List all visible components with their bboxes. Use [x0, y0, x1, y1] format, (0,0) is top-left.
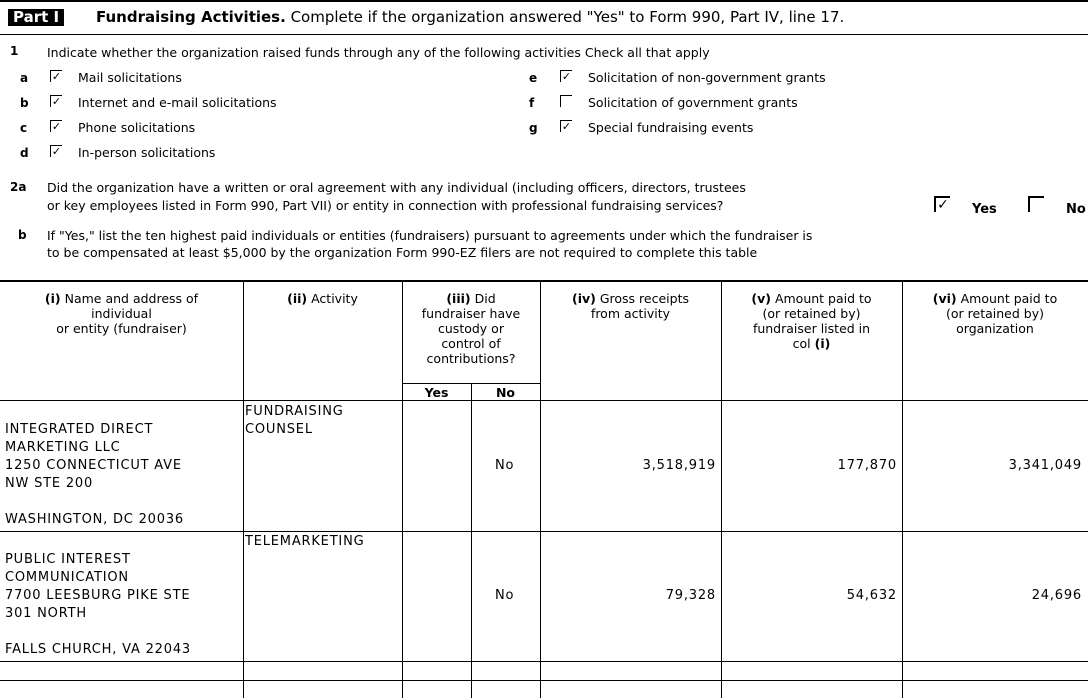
col-vi-header — [902, 291, 1088, 336]
q1b-checkbox[interactable]: ✓ — [51, 95, 62, 108]
custody-subheader-line — [402, 383, 540, 384]
q2b-line2: to be compensated at least $5,000 by the organization Form 990-EZ filers are not required to complete this table — [47, 245, 758, 260]
row2-bottom-line — [0, 661, 1088, 662]
part-title — [96, 9, 844, 26]
row1-bottom-line — [0, 531, 1088, 532]
q1f-label: Solicitation of government grants — [588, 95, 798, 110]
col-iii-text5: contributions? — [426, 351, 516, 366]
col-vi-num: (vi) — [932, 291, 957, 306]
col-vi-text3: organization — [956, 321, 1034, 336]
row3-bottom-line — [0, 680, 1088, 681]
q1d-label: In-person solicitations — [78, 145, 216, 160]
col-v-header-line4 — [721, 336, 902, 351]
row2-gross-receipts: 79,328 — [665, 588, 716, 603]
row2-city: FALLS CHURCH, VA 22043 — [5, 642, 191, 657]
q1f-letter: f — [529, 96, 535, 110]
col-divider-yesno — [471, 383, 472, 698]
row1-address-line1: 1250 CONNECTICUT AVE — [5, 458, 182, 473]
col-divider-1 — [243, 282, 244, 698]
col-vi-header-line1 — [902, 291, 1088, 306]
col-i-num: (i) — [44, 291, 61, 306]
col-ii-num: (ii) — [287, 291, 308, 306]
row1-name-line1: INTEGRATED DIRECT — [5, 422, 154, 437]
col-iii-text3: custody or — [438, 321, 504, 336]
col-v-ref: (i) — [814, 336, 831, 351]
row1-city: WASHINGTON, DC 20036 — [5, 512, 184, 527]
q1-number: 1 — [10, 44, 19, 58]
q1b-label: Internet and e-mail solicitations — [78, 95, 277, 110]
row2-name-line2: COMMUNICATION — [5, 570, 129, 585]
col-ii-text1: Activity — [307, 291, 358, 306]
row1-activity-line1: FUNDRAISING — [245, 404, 344, 419]
col-iv-text1: Gross receipts — [595, 291, 689, 306]
row2-paid-to-organization: 24,696 — [1031, 588, 1082, 603]
row1-address-line2: NW STE 200 — [5, 476, 94, 491]
q1e-checkbox[interactable]: ✓ — [561, 70, 572, 83]
q1e-letter: e — [529, 71, 538, 85]
q1a-letter: a — [20, 71, 29, 85]
q1a-label: Mail solicitations — [78, 70, 182, 85]
q2a-line2: or key employees listed in Form 990, Part VII) or entity in connection with professional fundraising services? — [47, 198, 724, 213]
col-v-header — [721, 291, 902, 351]
col-ii-header-line1 — [243, 291, 402, 306]
col-iii-yes: Yes — [424, 385, 449, 400]
row2-paid-to-fundraiser: 54,632 — [846, 588, 897, 603]
col-v-header-line1 — [721, 291, 902, 306]
part-title-bold: Fundraising Activities. — [96, 8, 286, 26]
col-i-text2: individual — [91, 306, 152, 321]
row1-paid-to-fundraiser: 177,870 — [837, 458, 897, 473]
col-divider-5 — [902, 282, 903, 698]
row2-custody-no: No — [495, 588, 515, 603]
col-v-text2: (or retained by) — [762, 306, 861, 321]
header-bottom-line — [0, 400, 1088, 401]
row1-paid-to-organization: 3,341,049 — [1008, 458, 1082, 473]
col-iv-num: (iv) — [572, 291, 596, 306]
q1f-checkbox[interactable] — [560, 95, 572, 107]
q2b-line1: If "Yes," list the ten highest paid individuals or entities (fundraisers) pursuant to agreements under which the fundraiser is — [47, 228, 813, 243]
q1a-checkbox[interactable]: ✓ — [51, 70, 62, 83]
q2b-letter: b — [18, 228, 27, 242]
q1g-label: Special fundraising events — [588, 120, 754, 135]
col-iii-text1: Did — [470, 291, 496, 306]
col-iii-no: No — [495, 385, 516, 400]
q2a-yes-label: Yes — [972, 202, 997, 217]
col-v-text1: Amount paid to — [770, 291, 872, 306]
row2-address-line1: 7700 LEESBURG PIKE STE — [5, 588, 191, 603]
q1d-letter: d — [20, 146, 29, 160]
q2a-yes-checkbox[interactable]: ✓ — [934, 196, 950, 212]
q1c-checkbox[interactable]: ✓ — [51, 120, 62, 133]
q1b-letter: b — [20, 96, 29, 110]
q1g-checkbox[interactable]: ✓ — [561, 120, 572, 133]
q1d-checkbox[interactable]: ✓ — [51, 145, 62, 158]
header-divider — [0, 34, 1088, 35]
q2a-number: 2a — [10, 180, 27, 194]
col-vi-text2: (or retained by) — [946, 306, 1044, 321]
col-iii-header — [402, 291, 540, 366]
row1-custody-no: No — [495, 458, 515, 473]
col-iii-text2: fundraiser have — [421, 306, 521, 321]
q2a-no-checkbox[interactable] — [1028, 196, 1044, 212]
col-i-text3: or entity (fundraiser) — [56, 321, 187, 336]
col-divider-3 — [540, 282, 541, 698]
q1c-letter: c — [20, 121, 28, 135]
q1e-label: Solicitation of non-government grants — [588, 70, 826, 85]
col-i-header-line1 — [0, 291, 243, 306]
col-i-header — [0, 291, 243, 336]
q1-text: Indicate whether the organization raised funds through any of the following activities Check all that apply — [47, 45, 710, 60]
row2-name-line1: PUBLIC INTEREST — [5, 552, 131, 567]
col-ii-header — [243, 291, 402, 306]
col-vi-text1: Amount paid to — [956, 291, 1058, 306]
col-v-text3: fundraiser listed in — [752, 321, 871, 336]
col-i-text1: Name and address of — [60, 291, 199, 306]
q1c-label: Phone solicitations — [78, 120, 196, 135]
part-title-rest: Complete if the organization answered "Yes" to Form 990, Part IV, line 17. — [285, 8, 845, 26]
col-iii-num: (iii) — [446, 291, 471, 306]
col-iv-header-line1 — [540, 291, 721, 306]
q2a-no-label: No — [1066, 202, 1086, 217]
q1g-letter: g — [529, 121, 538, 135]
part-badge: Part I — [8, 9, 64, 26]
q2a-line1: Did the organization have a written or oral agreement with any individual (including officers, directors, trustees — [47, 180, 746, 195]
col-v-num: (v) — [751, 291, 771, 306]
table-top-border — [0, 280, 1088, 282]
row2-activity-line1: TELEMARKETING — [245, 534, 365, 549]
col-iii-header-line1 — [402, 291, 540, 306]
col-iii-text4: control of — [441, 336, 501, 351]
row1-name-line2: MARKETING LLC — [5, 440, 121, 455]
col-v-text4: col — [792, 336, 815, 351]
row1-activity-line2: COUNSEL — [245, 422, 313, 437]
row2-address-line2: 301 NORTH — [5, 606, 87, 621]
col-iv-text2: from activity — [590, 306, 671, 321]
col-iv-header — [540, 291, 721, 321]
row1-gross-receipts: 3,518,919 — [642, 458, 716, 473]
